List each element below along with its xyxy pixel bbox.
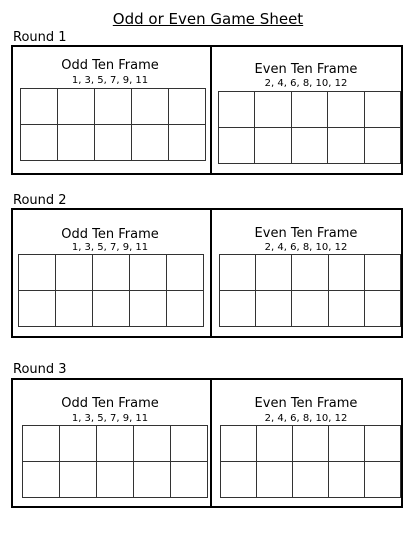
page-title: Odd or Even Game Sheet (112, 10, 304, 28)
ten-frame-cell[interactable] (291, 128, 327, 164)
even-ten-frame (219, 254, 401, 327)
ten-frame-cell[interactable] (132, 125, 169, 161)
ten-frame-cell[interactable] (95, 89, 132, 125)
ten-frame-cell[interactable] (256, 291, 292, 327)
ten-frame-cell[interactable] (93, 291, 130, 327)
even-ten-frame (218, 91, 401, 164)
ten-frame-cell[interactable] (171, 462, 208, 498)
ten-frame-cell[interactable] (365, 426, 401, 462)
ten-frame-cell[interactable] (291, 92, 327, 128)
ten-frame-cell[interactable] (171, 426, 208, 462)
ten-frame-cell[interactable] (328, 291, 364, 327)
ten-frame-cell[interactable] (93, 255, 130, 291)
odd-frame-title: Odd Ten Frame (61, 227, 159, 242)
ten-frame-cell[interactable] (255, 92, 291, 128)
ten-frame-cell[interactable] (60, 462, 97, 498)
ten-frame-cell[interactable] (256, 255, 292, 291)
ten-frame-cell[interactable] (95, 125, 132, 161)
ten-frame-cell[interactable] (257, 462, 293, 498)
ten-frame-cell[interactable] (221, 426, 257, 462)
ten-frame-cell[interactable] (219, 128, 255, 164)
ten-frame-cell[interactable] (19, 255, 56, 291)
odd-ten-frame (22, 425, 208, 498)
even-frame-title: Even Ten Frame (254, 226, 358, 241)
ten-frame-cell[interactable] (364, 291, 400, 327)
even-frame-title: Even Ten Frame (254, 396, 358, 411)
ten-frame-cell[interactable] (292, 291, 328, 327)
even-numbers-list: 2, 4, 6, 8, 10, 12 (264, 242, 348, 253)
ten-frame-cell[interactable] (167, 291, 204, 327)
odd-numbers-list: 1, 3, 5, 7, 9, 11 (71, 413, 149, 424)
ten-frame-cell[interactable] (221, 462, 257, 498)
ten-frame-cell[interactable] (58, 125, 95, 161)
ten-frame-cell[interactable] (255, 128, 291, 164)
ten-frame-cell[interactable] (169, 125, 206, 161)
odd-frame-title: Odd Ten Frame (61, 58, 159, 73)
round-2-panel (11, 208, 403, 338)
ten-frame-cell[interactable] (21, 89, 58, 125)
panel-divider (210, 45, 212, 175)
round-1-panel (11, 45, 403, 175)
odd-numbers-list: 1, 3, 5, 7, 9, 11 (71, 242, 149, 253)
ten-frame-cell[interactable] (169, 89, 206, 125)
ten-frame-cell[interactable] (293, 426, 329, 462)
ten-frame-cell[interactable] (58, 89, 95, 125)
ten-frame-cell[interactable] (292, 255, 328, 291)
ten-frame-cell[interactable] (97, 462, 134, 498)
round-3-label: Round 3 (13, 362, 67, 377)
ten-frame-cell[interactable] (21, 125, 58, 161)
ten-frame-cell[interactable] (328, 255, 364, 291)
ten-frame-cell[interactable] (220, 291, 256, 327)
ten-frame-cell[interactable] (329, 426, 365, 462)
ten-frame-cell[interactable] (97, 426, 134, 462)
odd-ten-frame (20, 88, 206, 161)
ten-frame-cell[interactable] (293, 462, 329, 498)
ten-frame-cell[interactable] (365, 462, 401, 498)
ten-frame-cell[interactable] (130, 291, 167, 327)
ten-frame-cell[interactable] (364, 255, 400, 291)
ten-frame-cell[interactable] (364, 92, 400, 128)
round-1-label: Round 1 (13, 30, 67, 45)
ten-frame-cell[interactable] (257, 426, 293, 462)
ten-frame-cell[interactable] (134, 426, 171, 462)
ten-frame-cell[interactable] (56, 255, 93, 291)
ten-frame-cell[interactable] (167, 255, 204, 291)
ten-frame-cell[interactable] (220, 255, 256, 291)
ten-frame-cell[interactable] (364, 128, 400, 164)
ten-frame-cell[interactable] (130, 255, 167, 291)
ten-frame-cell[interactable] (134, 462, 171, 498)
even-numbers-list: 2, 4, 6, 8, 10, 12 (264, 413, 348, 424)
even-ten-frame (220, 425, 401, 498)
even-numbers-list: 2, 4, 6, 8, 10, 12 (264, 78, 348, 89)
ten-frame-cell[interactable] (329, 462, 365, 498)
ten-frame-cell[interactable] (19, 291, 56, 327)
ten-frame-cell[interactable] (23, 462, 60, 498)
odd-frame-title: Odd Ten Frame (61, 396, 159, 411)
ten-frame-cell[interactable] (328, 92, 364, 128)
ten-frame-cell[interactable] (132, 89, 169, 125)
panel-divider (210, 378, 212, 508)
round-3-panel (11, 378, 403, 508)
ten-frame-cell[interactable] (56, 291, 93, 327)
odd-numbers-list: 1, 3, 5, 7, 9, 11 (71, 75, 149, 86)
panel-divider (210, 208, 212, 338)
ten-frame-cell[interactable] (219, 92, 255, 128)
ten-frame-cell[interactable] (23, 426, 60, 462)
round-2-label: Round 2 (13, 193, 67, 208)
odd-ten-frame (18, 254, 204, 327)
ten-frame-cell[interactable] (328, 128, 364, 164)
even-frame-title: Even Ten Frame (254, 62, 358, 77)
ten-frame-cell[interactable] (60, 426, 97, 462)
